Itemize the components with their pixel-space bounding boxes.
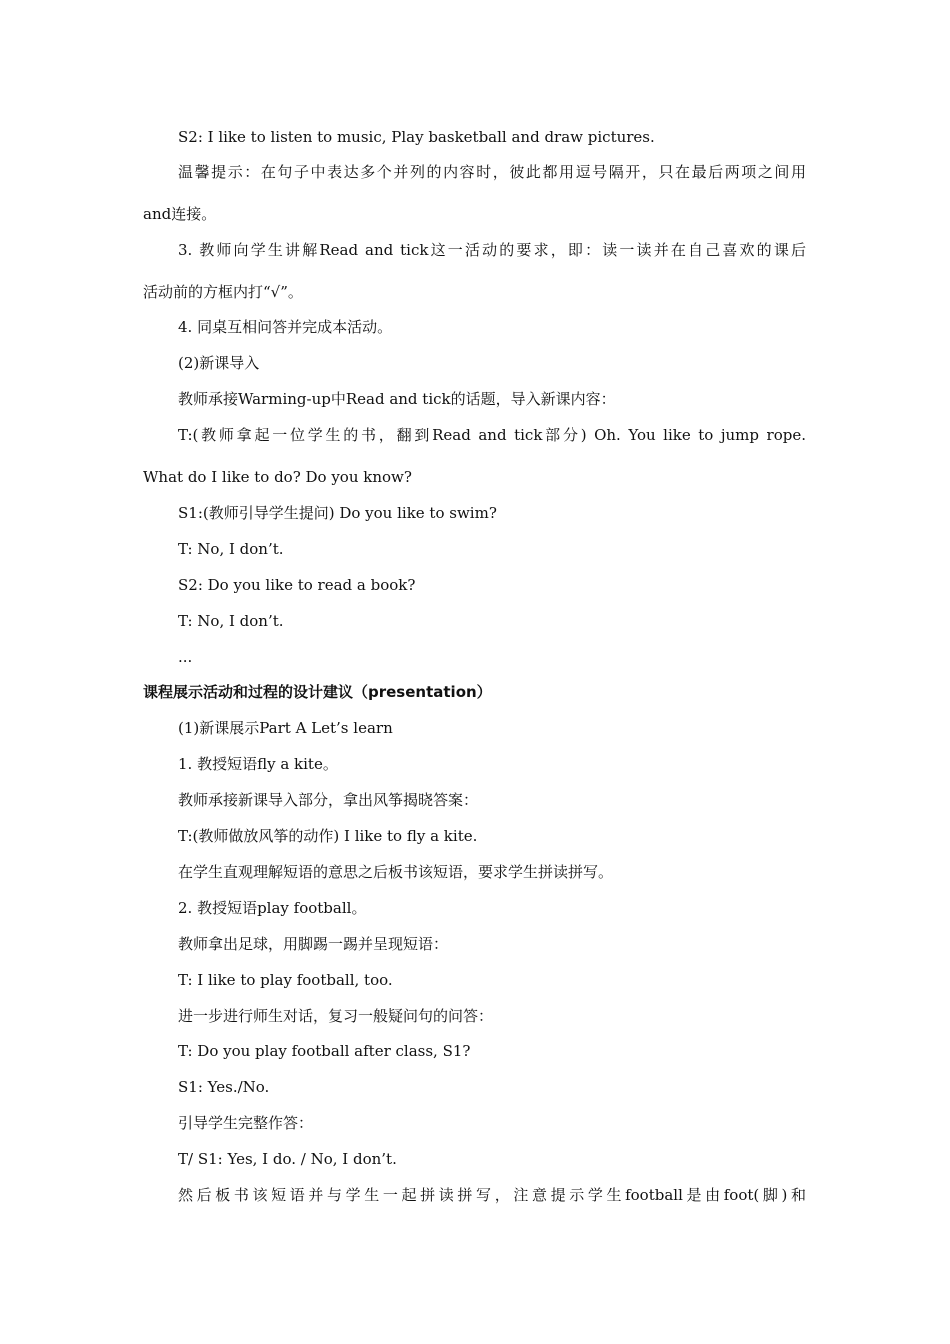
step-3-paragraph: 3. 教师向学生讲解Read and tick这一活动的要求，即：读一读并在自己喜欢的课后: [178, 241, 806, 259]
step-4-line: 4. 同桌互相问答并完成本活动。: [178, 318, 393, 336]
dialogue-line-teacher-continued: What do I like to do? Do you know?: [143, 468, 412, 486]
ellipsis-line: ...: [178, 648, 193, 666]
dialogue-line-after-class: T: Do you play football after class, S1?: [178, 1042, 471, 1060]
paragraph-blackboard-football: 然后板书该短语并与学生一起拼读拼写，注意提示学生football是由foot(脚)和: [178, 1186, 806, 1204]
dialogue-line-teacher-no-2: T: No, I don’t.: [178, 612, 284, 630]
section-heading-presentation: 课程展示活动和过程的设计建议（presentation）: [143, 683, 492, 701]
tip-paragraph: 温馨提示：在句子中表达多个并列的内容时，彼此都用逗号隔开，只在最后两项之间用: [178, 163, 806, 181]
paragraph-kite-reveal: 教师承接新课导入部分，拿出风筝揭晓答案：: [178, 791, 479, 809]
step-1-line: 1. 教授短语fly a kite。: [178, 755, 338, 773]
intro-paragraph: 教师承接Warming-up中Read and tick的话题，导入新课内容：: [178, 390, 616, 408]
dialogue-line-fly-kite: T:(教师做放风筝的动作) I like to fly a kite.: [178, 827, 478, 845]
tip-paragraph-continued: and连接。: [143, 205, 217, 223]
paragraph-guide-answer: 引导学生完整作答：: [178, 1114, 314, 1132]
dialogue-line-s1: S1:(教师引导学生提问) Do you like to swim?: [178, 504, 497, 522]
step-2-line: 2. 教授短语play football。: [178, 899, 367, 917]
paragraph-blackboard-kite: 在学生直观理解短语的意思之后板书该短语，要求学生拼读拼写。: [178, 863, 614, 881]
paragraph-football-present: 教师拿出足球，用脚踢一踢并呈现短语：: [178, 935, 449, 953]
dialogue-line-s2-question: S2: Do you like to read a book?: [178, 576, 416, 594]
dialogue-line-teacher: T:(教师拿起一位学生的书，翻到Read and tick部分) Oh. You like to jump rope.: [178, 426, 806, 444]
dialogue-line-s2: S2: I like to listen to music, Play basketball and draw pictures.: [178, 128, 655, 146]
paragraph-dialogue-review: 进一步进行师生对话，复习一般疑问句的问答：: [178, 1007, 494, 1025]
dialogue-line-play-football: T: I like to play football, too.: [178, 971, 393, 989]
dialogue-line-teacher-no: T: No, I don’t.: [178, 540, 284, 558]
subsection-lets-learn: (1)新课展示Part A Let’s learn: [178, 719, 393, 737]
section-new-lesson-intro: (2)新课导入: [178, 354, 260, 372]
step-3-paragraph-continued: 活动前的方框内打“√”。: [143, 283, 303, 301]
dialogue-line-full-answer: T/ S1: Yes, I do. / No, I don’t.: [178, 1150, 397, 1168]
dialogue-line-s1-answer: S1: Yes./No.: [178, 1078, 270, 1096]
